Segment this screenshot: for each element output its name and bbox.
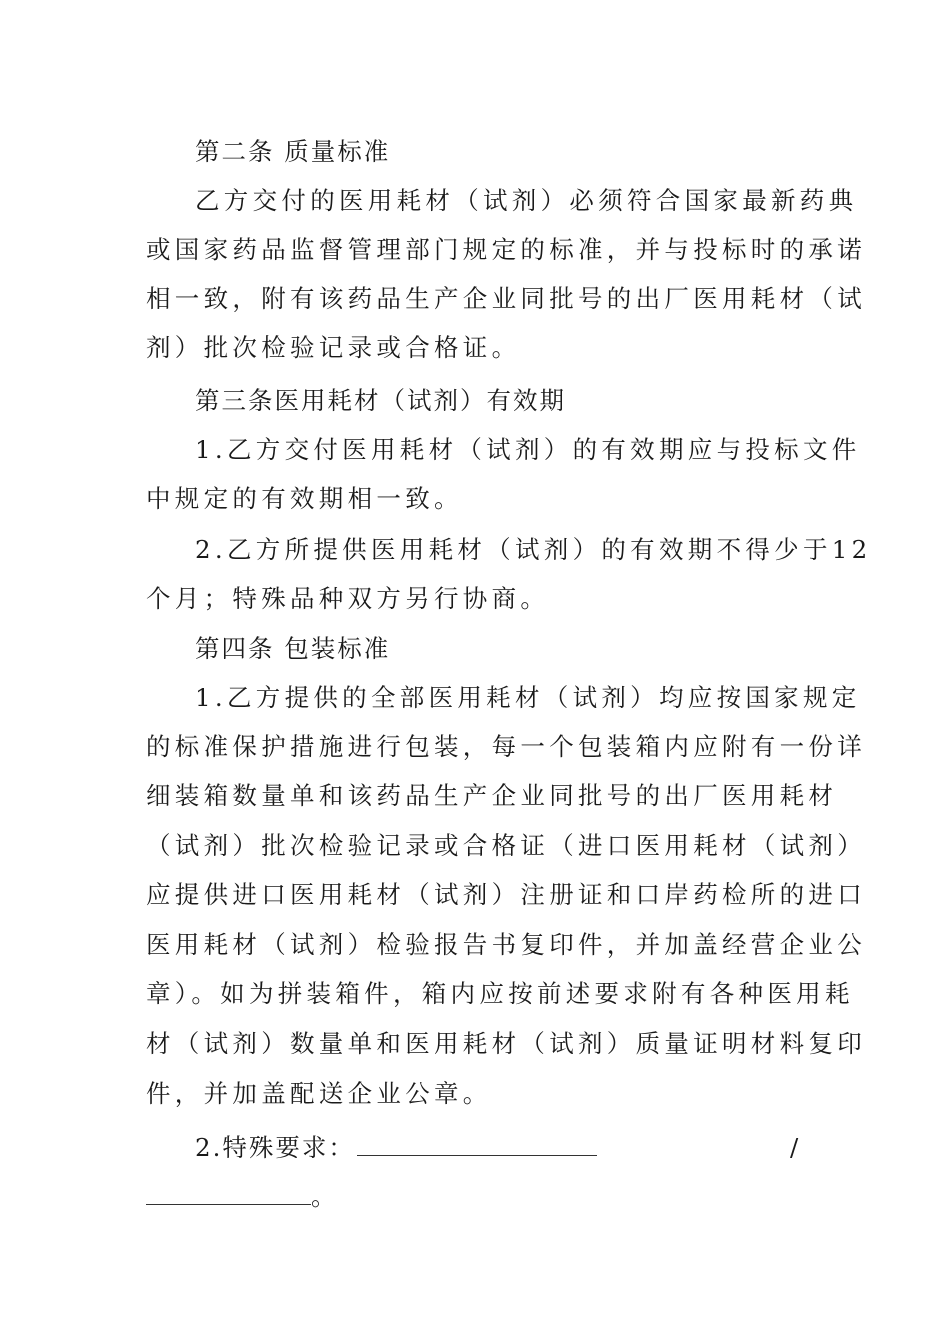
article3-item1-line-1: 1.乙方交付医用耗材（试剂）的有效期应与投标文件 xyxy=(195,435,861,464)
article4-item1-line-6: 医用耗材（试剂）检验报告书复印件，并加盖经营企业公 xyxy=(146,930,866,959)
special-requirements-blank[interactable] xyxy=(357,1133,597,1156)
special-requirements-label: 2.特殊要求： xyxy=(195,1133,355,1162)
article4-item1-line-1: 1.乙方提供的全部医用耗材（试剂）均应按国家规定 xyxy=(195,683,861,712)
article4-item1-line-8: 材（试剂）数量单和医用耗材（试剂）质量证明材料复印 xyxy=(146,1029,866,1058)
article4-item1-line-7: 章）。如为拼装箱件，箱内应按前述要求附有各种医用耗 xyxy=(146,979,854,1008)
special-requirements-blank-2[interactable] xyxy=(146,1182,311,1205)
article4-item1-line-9: 件，并加盖配送企业公章。 xyxy=(146,1079,492,1108)
article2-heading: 第二条 质量标准 xyxy=(195,137,391,166)
special-requirements-line-2 xyxy=(146,1180,806,1214)
article4-item1-line-3: 细装箱数量单和该药品生产企业同批号的出厂医用耗材 xyxy=(146,781,838,810)
article3-item1-line-2: 中规定的有效期相一致。 xyxy=(146,484,463,513)
article2-line-2: 或国家药品监督管理部门规定的标准，并与投标时的承诺 xyxy=(146,235,866,264)
article4-item1-line-2: 的标准保护措施进行包装，每一个包装箱内应附有一份详 xyxy=(146,732,866,761)
special-requirements-slash: / xyxy=(790,1133,799,1162)
article2-line-3: 相一致，附有该药品生产企业同批号的出厂医用耗材（试 xyxy=(146,284,866,313)
article2-line-1: 乙方交付的医用耗材（试剂）必须符合国家最新药典 xyxy=(195,186,858,215)
article2-line-4: 剂）批次检验记录或合格证。 xyxy=(146,333,521,362)
article4-heading: 第四条 包装标准 xyxy=(195,634,391,663)
article3-item2-line-2: 个月；特殊品种双方另行协商。 xyxy=(146,584,550,613)
special-requirements-line xyxy=(195,1131,806,1165)
article4-item1-line-5: 应提供进口医用耗材（试剂）注册证和口岸药检所的进口 xyxy=(146,880,866,909)
article4-item1-line-4: （试剂）批次检验记录或合格证（进口医用耗材（试剂） xyxy=(146,831,866,860)
article3-item2-line-1: 2.乙方所提供医用耗材（试剂）的有效期不得少于12 xyxy=(195,535,872,564)
special-requirements-end: 。 xyxy=(311,1182,340,1211)
article3-heading: 第三条医用耗材（试剂）有效期 xyxy=(195,386,566,415)
